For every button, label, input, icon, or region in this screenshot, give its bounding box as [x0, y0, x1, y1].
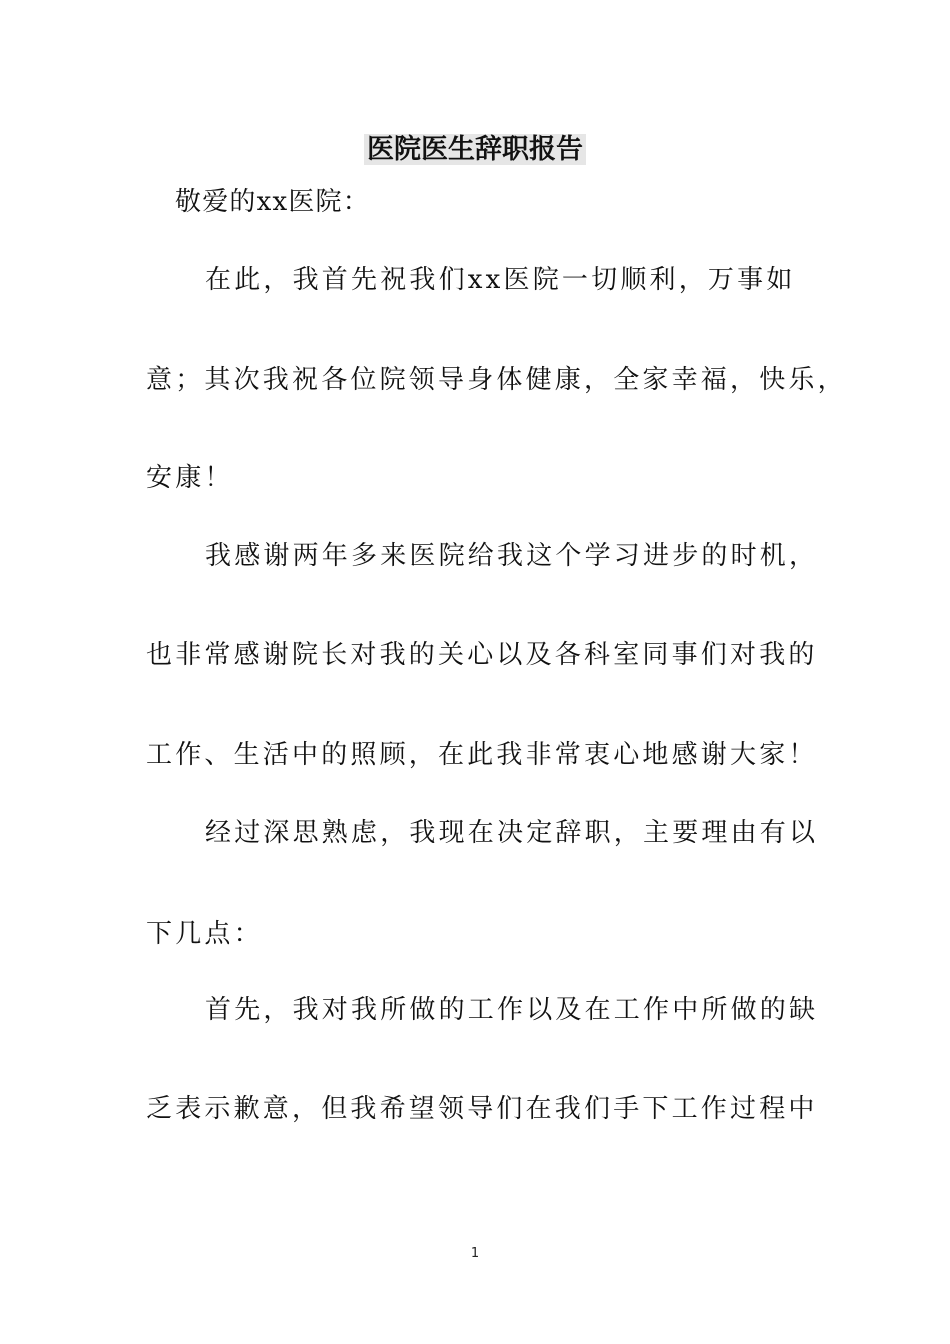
paragraph-line: 经过深思熟虑，我现在决定辞职，主要理由有以 — [205, 818, 819, 848]
salutation: 敬爱的xx医院： — [175, 187, 370, 217]
page-number: 1 — [470, 1246, 480, 1261]
paragraph-line: 首先，我对我所做的工作以及在工作中所做的缺 — [205, 995, 819, 1025]
paragraph-line: 安康！ — [146, 463, 234, 493]
paragraph-line: 我感谢两年多来医院给我这个学习进步的时机， — [205, 541, 819, 571]
paragraph-line: 也非常感谢院长对我的关心以及各科室同事们对我的 — [146, 640, 818, 670]
paragraph-line: 在此，我首先祝我们xx医院一切顺利，万事如 — [205, 265, 796, 295]
paragraph-line: 意；其次我祝各位院领导身体健康，全家幸福，快乐， — [146, 365, 847, 395]
paragraph-line: 乏表示歉意，但我希望领导们在我们手下工作过程中 — [146, 1094, 818, 1124]
document-title — [0, 131, 950, 169]
document-title-text: 医院医生辞职报告 — [364, 134, 586, 165]
paragraph-line: 工作、生活中的照顾，在此我非常衷心地感谢大家！ — [146, 740, 818, 770]
paragraph-line: 下几点： — [146, 919, 263, 949]
